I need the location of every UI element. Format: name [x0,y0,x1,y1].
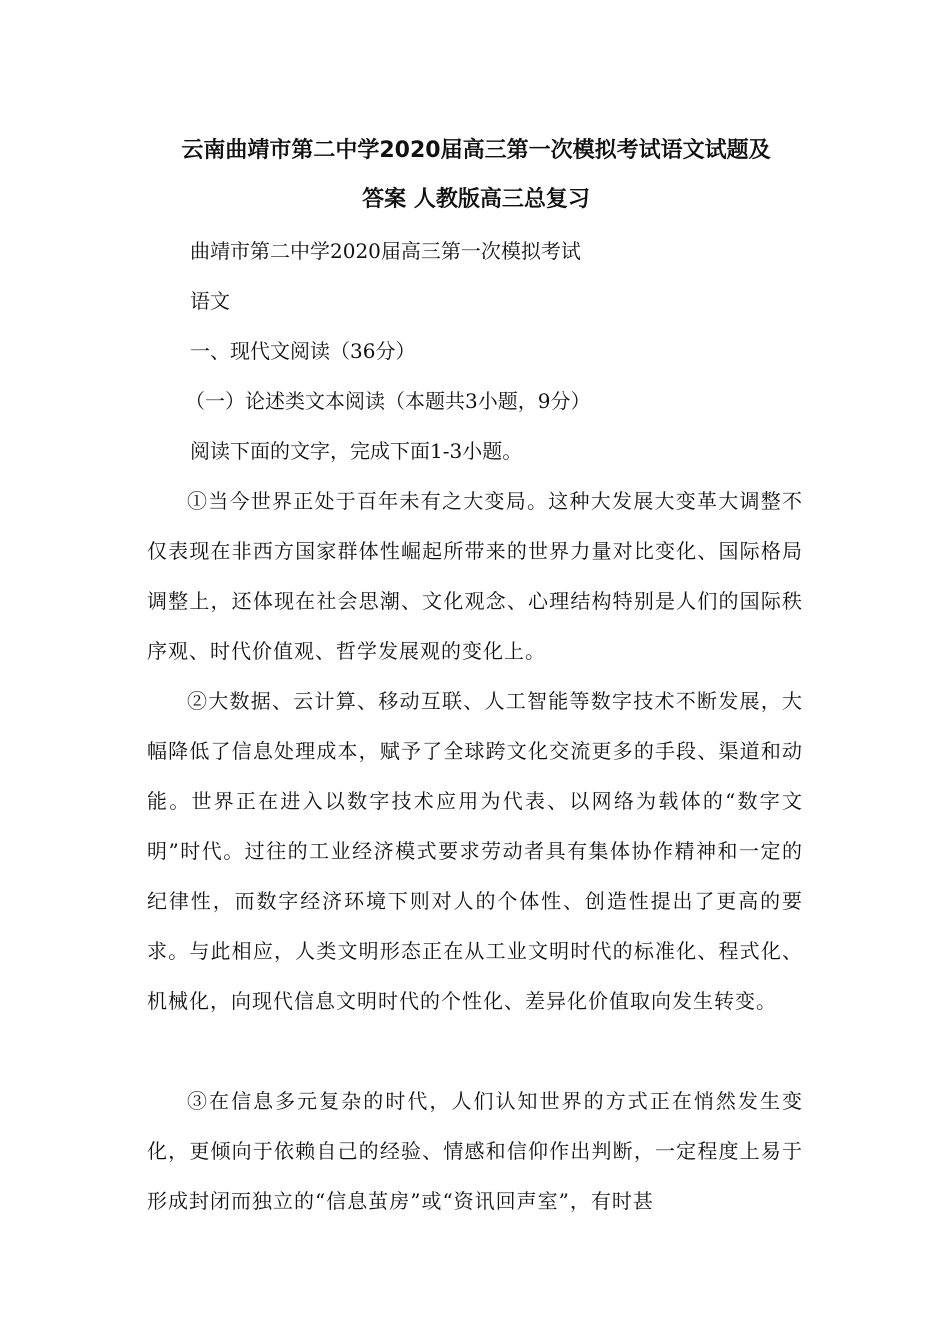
paragraph-3: ③在信息多元复杂的时代，人们认知世界的方式正在悄然发生变化，更倾向于依赖自己的经验、情感和信仰作出判断，一定程度上易于形成封闭而独立的“信息茧房”或“资讯回声室”，有时甚 [147,1089,803,1213]
document-title-line-2: 答案 人教版高三总复习 [362,187,590,212]
paragraph-1: ①当今世界正处于百年未有之大变局。这种大发展大变革大调整不仅表现在非西方国家群体性崛起所带来的世界力量对比变化、国际格局调整上，还体现在社会思潮、文化观念、心理结构特别是人们的国际秩序观、时代价值观、哲学发展观的变化上。 [147,489,803,663]
paragraph-2: ②大数据、云计算、移动互联、人工智能等数字技术不断发展，大幅降低了信息处理成本，赋予了全球跨文化交流更多的手段、渠道和动能。世界正在进入以数字技术应用为代表、以网络为载体的“数字文明”时代。过往的工业经济模式要求劳动者具有集体协作精神和一定的纪律性，而数字经济环境下则对人的个体性、创造性提出了更高的要求。与此相应，人类文明形态正在从工业文明时代的标准化、程式化、机械化，向现代信息文明时代的个性化、差异化价值取向发生转变。 [147,689,803,1013]
section-heading: 一、现代文阅读（36分） [190,339,416,363]
document-title-line-1: 云南曲靖市第二中学2020届高三第一次模拟考试语文试题及 [181,138,771,163]
subject-label: 语文 [190,289,230,313]
reading-instruction: 阅读下面的文字，完成下面1-3小题。 [190,439,523,463]
exam-name: 曲靖市第二中学2020届高三第一次模拟考试 [190,239,581,263]
subsection-heading: （一）论述类文本阅读（本题共3小题，9分） [185,389,591,413]
